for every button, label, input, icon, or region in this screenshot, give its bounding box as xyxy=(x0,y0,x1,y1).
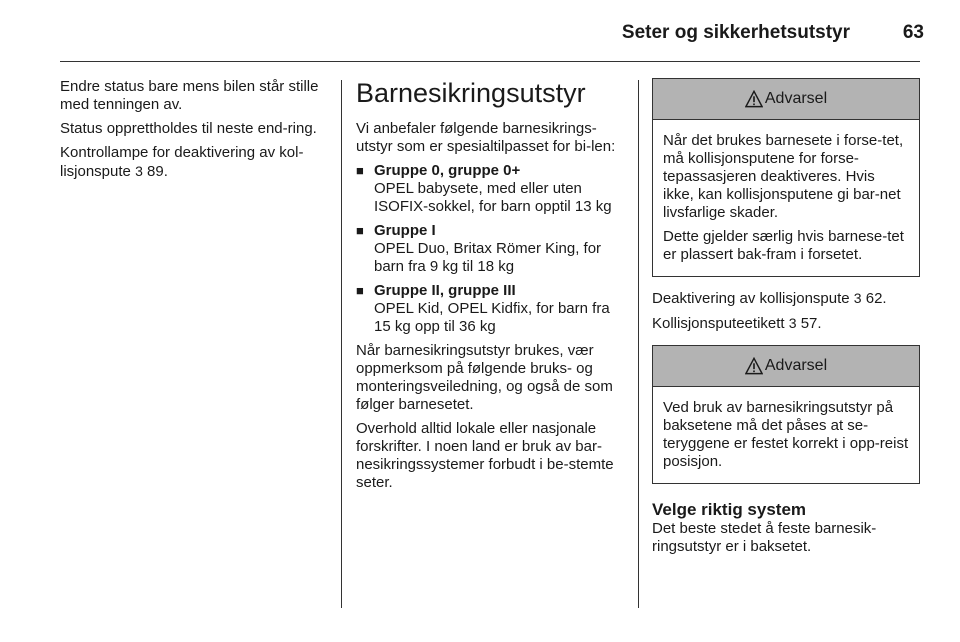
paragraph-choose-system: Det beste stedet å feste barnesik-ringsutstyr er i baksetet. xyxy=(652,520,877,555)
column-divider-right xyxy=(638,80,639,608)
page-number: 63 xyxy=(902,22,924,43)
column-middle xyxy=(356,78,628,498)
cross-reference-arrow-icon: 3 xyxy=(788,315,797,331)
column-left xyxy=(60,78,330,187)
warning-label: Advarsel xyxy=(764,90,828,107)
warning-label: Advarsel xyxy=(764,357,828,374)
group-description: OPEL babysete, med eller uten ISOFIX-sokkel, for barn opptil 13 kg xyxy=(374,180,612,215)
paragraph-regulations: Overhold alltid lokale eller nasjonale forskrifter. I noen land er bruk av bar-nesikringssystemer forbudt i be-stemte seter. xyxy=(356,420,614,491)
section-title: Barnesikringsutstyr xyxy=(356,78,586,108)
paragraph-deactivation xyxy=(652,289,920,308)
bullet-square-icon: ■ xyxy=(356,223,364,238)
warning-body xyxy=(653,387,919,483)
warning-header xyxy=(653,79,919,120)
paragraph-status-change: Endre status bare mens bilen står stille med tenningen av. xyxy=(60,78,319,113)
list-item xyxy=(356,282,628,300)
cross-reference-page: 57. xyxy=(800,315,822,332)
warning-triangle-icon xyxy=(745,90,763,108)
airbag-label-text: Kollisjonsputeetikett xyxy=(652,315,785,332)
paragraph-status-kept: Status opprettholdes til neste end-ring. xyxy=(60,120,317,137)
deactivation-text: Deaktivering av kollisjonspute xyxy=(652,290,850,307)
group-description: OPEL Kid, OPEL Kidfix, for barn fra 15 kg opp til 36 kg xyxy=(374,300,610,335)
warning-paragraph: Dette gjelder særlig hvis barnese-tet er plassert bak-fram i forsetet. xyxy=(663,228,904,263)
warning-paragraph: Ved bruk av barnesikringsutstyr på baksetene må det påses at se-teryggene er festet korrekt i opp-reist posisjon. xyxy=(663,399,909,470)
paragraph-attention: Når barnesikringsutstyr brukes, vær oppmerksom på følgende bruks- og monteringsveiledning, og også de som følger barnesetet. xyxy=(356,342,613,413)
subsection-heading: Velge riktig system xyxy=(652,500,807,519)
paragraph-airbag-label xyxy=(652,314,920,333)
group-name: Gruppe I xyxy=(374,222,436,239)
group-name: Gruppe 0, gruppe 0+ xyxy=(374,162,521,179)
warning-box xyxy=(652,78,920,277)
group-description: OPEL Duo, Britax Römer King, for barn fra 9 kg til 18 kg xyxy=(374,240,602,275)
bullet-square-icon: ■ xyxy=(356,283,364,298)
list-item xyxy=(356,162,628,180)
cross-reference-page: 89. xyxy=(147,163,168,180)
warning-triangle-icon xyxy=(745,357,763,375)
group-name: Gruppe II, gruppe III xyxy=(374,282,516,299)
indicator-lamp-text: Kontrollampe for deaktivering av kol-lisjonspute xyxy=(60,144,304,180)
bullet-square-icon: ■ xyxy=(356,163,364,178)
warning-header xyxy=(653,346,919,387)
column-right xyxy=(652,78,920,562)
warning-body xyxy=(653,120,919,276)
cross-reference-arrow-icon: 3 xyxy=(853,290,862,306)
warning-box xyxy=(652,345,920,484)
cross-reference-page: 62. xyxy=(865,290,887,307)
column-divider-left xyxy=(341,80,342,608)
list-item xyxy=(356,222,628,240)
cross-reference-arrow-icon: 3 xyxy=(135,163,143,179)
header-divider xyxy=(60,61,920,62)
running-header-title: Seter og sikkerhetsutstyr xyxy=(621,22,850,43)
paragraph-indicator-lamp xyxy=(60,144,330,181)
paragraph-intro: Vi anbefaler følgende barnesikrings-utstyr som er spesialtilpasset for bi-len: xyxy=(356,120,616,155)
warning-paragraph: Når det brukes barnesete i forse-tet, må kollisjonsputene for forse-tepassasjeren deaktiveres. Hvis ikke, kan kollisjonsputene gi bar-net livsfarlige skader. xyxy=(663,132,904,221)
